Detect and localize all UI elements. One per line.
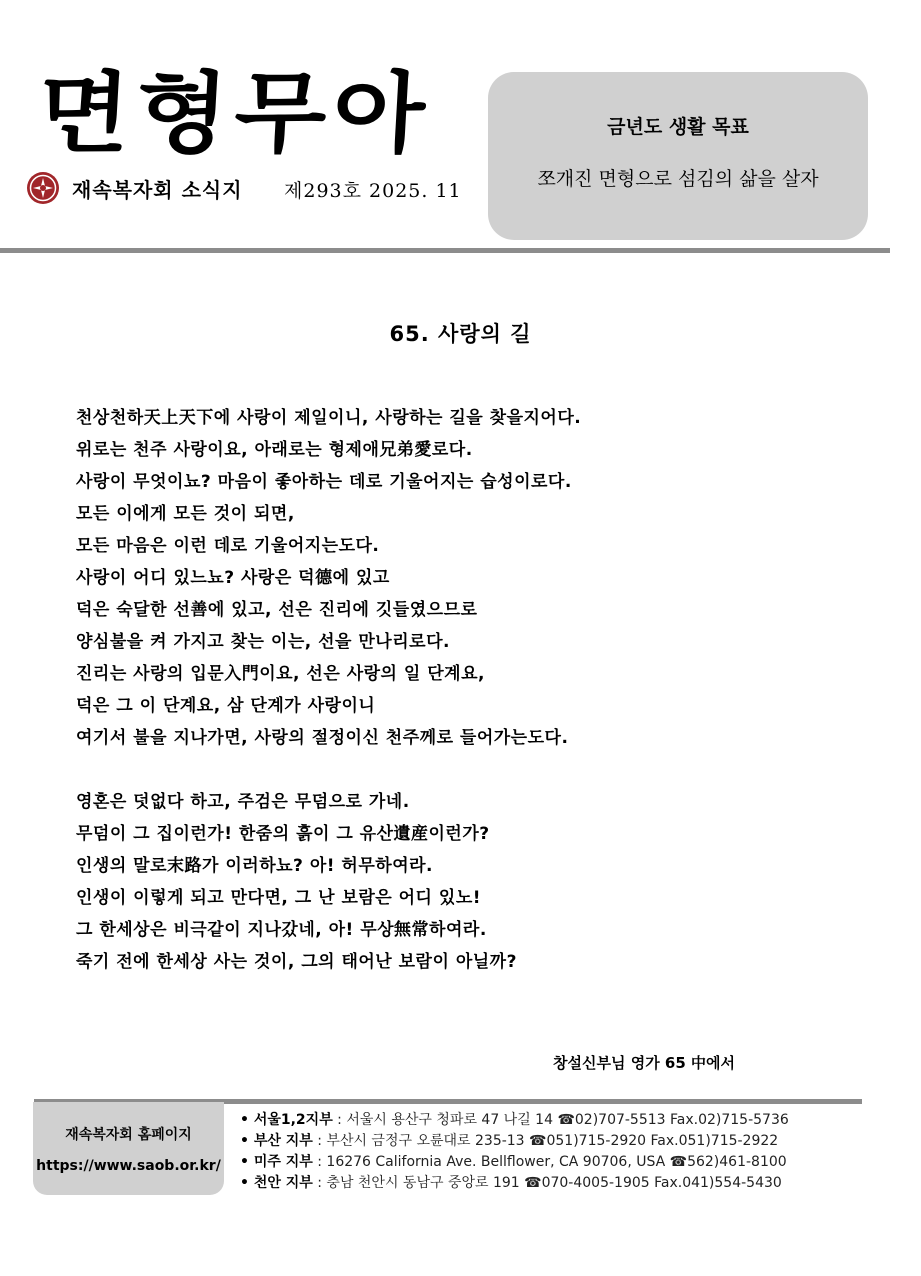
verse-line: 무덤이 그 집이런가! 한줌의 흙이 그 유산遺産이런가? [76, 824, 490, 844]
branch-name: • 미주 지부 [240, 1154, 313, 1170]
branch-item [240, 1131, 789, 1152]
verse-line: 진리는 사랑의 입문入門이요, 선은 사랑의 일 단계요, [76, 664, 485, 684]
poem-body [76, 402, 866, 978]
verse-line: 모든 마음은 이런 데로 기울어지는도다. [76, 536, 380, 556]
org-name: 재속복자회 소식지 [72, 177, 243, 202]
branch-info: : 16276 California Ave. Bellflower, CA 90706, USA ☎562)461-8100 [312, 1154, 787, 1170]
branch-item [240, 1173, 789, 1194]
article-title: 65. 사랑의 길 [389, 322, 532, 346]
verse-line: 인생의 말로末路가 이러하뇨? 아! 허무하여라. [76, 856, 433, 876]
verse-line: 사랑이 무엇이뇨? 마음이 좋아하는 데로 기울어지는 습성이로다. [76, 472, 572, 492]
branch-list [240, 1110, 789, 1194]
branch-name: • 부산 지부 [240, 1133, 313, 1149]
goal-title: 금년도 생활 목표 [607, 116, 749, 138]
stanza-gap [76, 754, 866, 786]
verse-line: 인생이 이렇게 되고 만다면, 그 난 보람은 어디 있노! [76, 888, 481, 908]
verse-line: 사랑이 어디 있느뇨? 사랑은 덕德에 있고 [76, 568, 390, 588]
homepage-link[interactable]: https://www.saob.or.kr/ [36, 1158, 221, 1174]
verse-line: 그 한세상은 비극같이 지나갔네, 아! 무상無常하여라. [76, 920, 487, 940]
masthead-title: 면형무아 [35, 61, 435, 165]
yearly-goal-box [488, 72, 868, 240]
cross-emblem-icon [26, 171, 60, 205]
branch-name: • 천안 지부 [240, 1175, 313, 1191]
branch-item [240, 1152, 789, 1173]
verse-line: 양심불을 켜 가지고 찾는 이는, 선을 만나리로다. [76, 632, 450, 652]
verse-line: 천상천하天上天下에 사랑이 제일이니, 사랑하는 길을 찾을지어다. [76, 408, 582, 428]
verse-line: 모든 이에게 모든 것이 되면, [76, 504, 295, 524]
branch-info: : 서울시 용산구 청파로 47 나길 14 ☎02)707-5513 Fax.02)715-5736 [332, 1112, 789, 1128]
verse-line: 죽기 전에 한세상 사는 것이, 그의 태어난 보람이 아닐까? [76, 952, 517, 972]
branch-item [240, 1110, 789, 1131]
org-row [26, 170, 243, 206]
branch-info: : 부산시 금정구 오륜대로 235-13 ☎051)715-2920 Fax.051)715-2922 [312, 1133, 779, 1149]
header-divider [0, 248, 890, 253]
verse-line: 덕은 그 이 단계요, 삼 단계가 사랑이니 [76, 696, 376, 716]
verse-line: 위로는 천주 사랑이요, 아래로는 형제애兄弟愛로다. [76, 440, 473, 460]
attribution: 창설신부님 영가 65 中에서 [553, 1054, 735, 1072]
verse-line: 여기서 불을 지나가면, 사랑의 절정이신 천주께로 들어가는도다. [76, 728, 569, 748]
issue-number: 제293호 2025. 11 [284, 180, 462, 202]
branch-name: • 서울1,2지부 [240, 1112, 333, 1128]
goal-text: 쪼개진 면형으로 섬김의 삶을 살자 [537, 168, 819, 190]
masthead [35, 58, 458, 168]
homepage-box [33, 1102, 224, 1195]
verse-line: 영혼은 덧없다 하고, 주검은 무덤으로 가네. [76, 792, 410, 812]
branch-info: : 충남 천안시 동남구 중앙로 191 ☎070-4005-1905 Fax.041)554-5430 [312, 1175, 782, 1191]
verse-line: 덕은 숙달한 선善에 있고, 선은 진리에 깃들였으므로 [76, 600, 478, 620]
homepage-label: 재속복자회 홈페이지 [65, 1127, 192, 1143]
